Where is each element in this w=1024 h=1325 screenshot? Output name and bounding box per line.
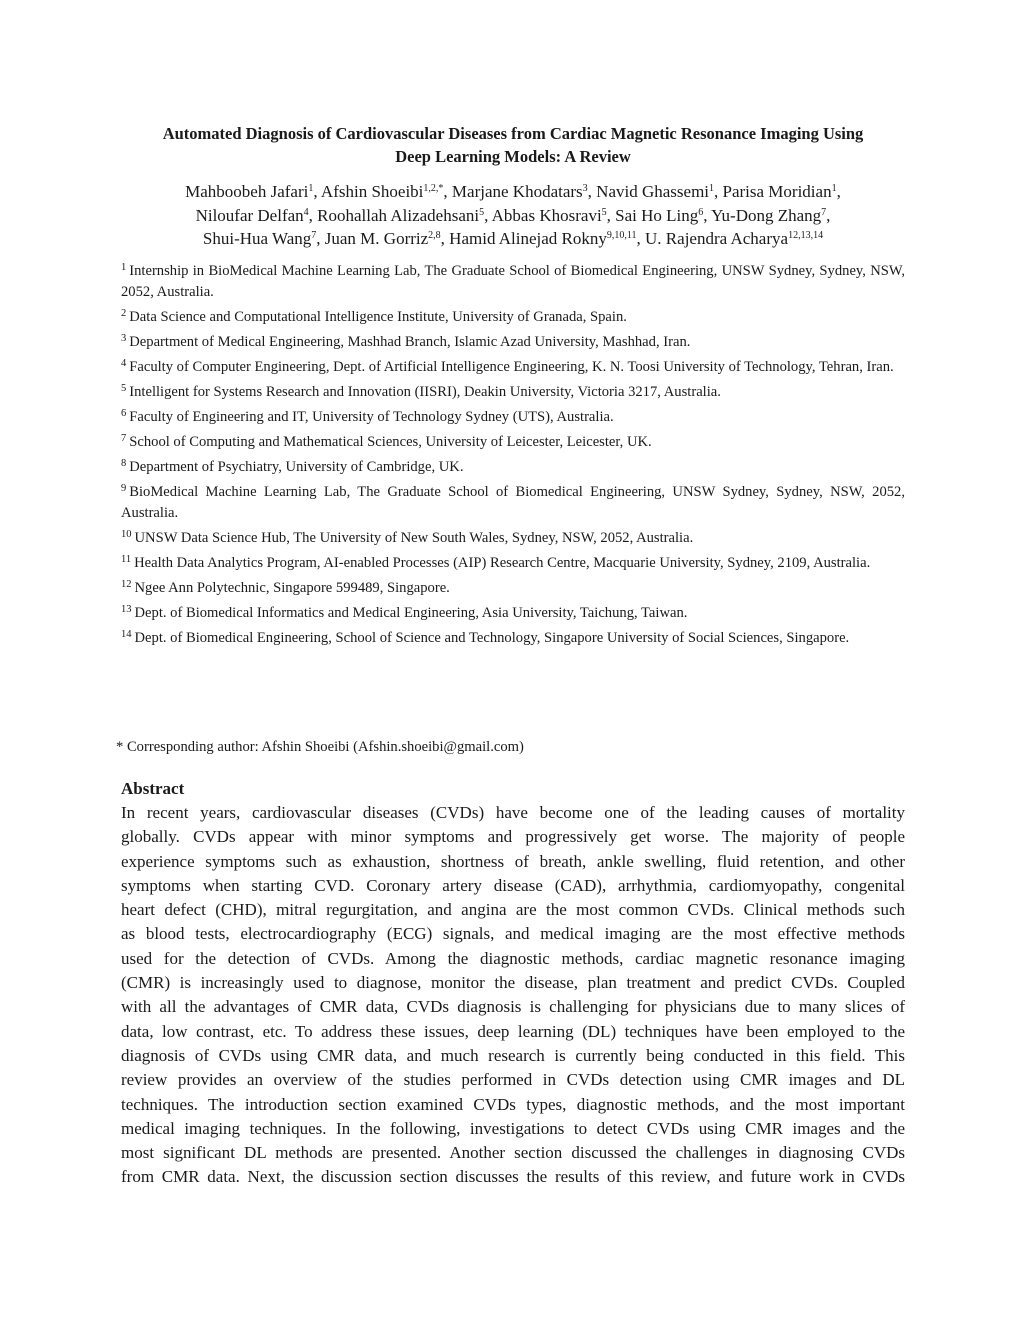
abstract-line: experience symptoms such as exhaustion, shortness of breath, ankle swelling, fluid retention, and other	[121, 851, 905, 871]
abstract-line: globally. CVDs appear with minor symptoms and progressively get worse. The majority of people	[121, 827, 905, 847]
author-name: Afshin Shoeibi	[320, 182, 424, 201]
affiliation-item	[121, 553, 905, 574]
author-name: Roohallah Alizadehsani	[317, 205, 480, 225]
corresponding-author-note: * Corresponding author: Afshin Shoeibi (Afshin.shoeibi@gmail.com)	[116, 739, 524, 755]
affiliation-text: Ngee Ann Polytechnic, Singapore 599489, Singapore.	[134, 580, 450, 596]
author-affil-sup: 5	[601, 206, 607, 218]
affiliation-item	[121, 357, 905, 378]
affiliation-item	[121, 578, 905, 599]
author-name: Abbas Khosravi	[491, 205, 602, 225]
affiliation-number: 14	[121, 629, 132, 640]
affiliation-number: 6	[121, 408, 127, 419]
author-affil-sup: 1,2,*	[423, 183, 444, 194]
author-affil-sup: 4	[303, 206, 309, 218]
affiliation-number: 13	[121, 604, 132, 615]
paper-title	[121, 122, 905, 168]
affiliation-item	[121, 528, 905, 549]
affiliation-number: 10	[121, 529, 132, 540]
affiliation-item	[121, 332, 905, 353]
affiliation-number: 3	[121, 333, 127, 344]
affiliation-number: 12	[121, 579, 132, 590]
affiliation-item	[121, 382, 905, 403]
affiliation-text: Department of Psychiatry, University of Cambridge, UK.	[129, 459, 464, 475]
affiliation-text: Dept. of Biomedical Informatics and Medical Engineering, Asia University, Taichung, Taiwan.	[134, 605, 688, 621]
affiliation-item	[121, 482, 905, 524]
author-line-3: Shui-Hua Wang$^7$, Juan M. Gorriz$^{2,8}$, Hamid Alinejad Rokny$^{9,10,11}$, U. Rajendra Acharya$^{12,13,14}$	[202, 229, 824, 248]
affiliation-text: Intelligent for Systems Research and Innovation (IISRI), Deakin University, Victoria 3217, Australia.	[129, 384, 721, 400]
affiliation-text: Faculty of Computer Engineering, Dept. of Artificial Intelligence Engineering, K. N. Toosi University of Technology, Tehran, Iran.	[129, 359, 894, 375]
author-name: Yu-Dong Zhang	[711, 205, 822, 225]
author-affil-sup: 9,10,11	[606, 230, 637, 241]
author-name: Parisa Moridian	[722, 182, 832, 201]
affiliation-item	[121, 261, 905, 303]
author-list	[121, 180, 905, 251]
affiliation-text: School of Computing and Mathematical Sciences, University of Leicester, Leicester, UK.	[129, 434, 652, 450]
title-line-2: Deep Learning Models: A Review	[395, 147, 631, 166]
title-line-1: Automated Diagnosis of Cardiovascular Diseases from Cardiac Magnetic Resonance Imaging Using	[162, 124, 864, 143]
abstract-line: review provides an overview of the studies performed in CVDs detection using CMR images and DL	[121, 1070, 905, 1090]
affiliation-item	[121, 603, 905, 624]
affiliation-text: Faculty of Engineering and IT, University of Technology Sydney (UTS), Australia.	[129, 409, 614, 425]
affiliation-item	[121, 407, 905, 428]
author-affil-sup: 2,8	[428, 230, 441, 241]
affiliation-number: 5	[121, 383, 127, 394]
author-affil-sup: 12,13,14	[788, 230, 824, 241]
author-name: Marjane Khodatars	[451, 182, 583, 201]
affiliation-number: 7	[121, 433, 127, 444]
affiliation-text: Internship in BioMedical Machine Learning Lab, The Graduate School of Biomedical Engineering, UNSW Sydney, Sydney, NSW, 2052, Australia.	[121, 263, 905, 300]
abstract-heading: Abstract	[121, 779, 185, 798]
abstract-line: from CMR data. Next, the discussion section discusses the results of this review, and future work in CVDs	[121, 1167, 905, 1187]
author-name: U. Rajendra Acharya	[645, 229, 789, 248]
author-name: Sai Ho Ling	[615, 205, 699, 225]
abstract-line: symptoms when starting CVD. Coronary artery disease (CAD), arrhythmia, cardiomyopathy, congenital	[121, 875, 905, 895]
affiliation-number: 1	[121, 262, 127, 273]
affiliation-item	[121, 457, 905, 478]
abstract-line: most significant DL methods are presented. Another section discussed the challenges in diagnosing CVDs	[121, 1143, 905, 1163]
affiliation-text: Department of Medical Engineering, Mashhad Branch, Islamic Azad University, Mashhad, Iran.	[129, 334, 691, 350]
author-affil-sup: 5	[479, 206, 485, 218]
author-affil-sup: 3	[582, 183, 588, 194]
abstract-line: medical imaging techniques. In the following, investigations to detect CVDs using CMR images and the	[121, 1118, 905, 1138]
author-affil-sup: 1	[308, 183, 314, 194]
abstract-line: data, low contrast, etc. To address these issues, deep learning (DL) techniques have been employed to the	[121, 1021, 905, 1041]
author-name: Hamid Alinejad Rokny	[449, 229, 607, 248]
affiliation-number: 2	[121, 308, 127, 319]
affiliation-number: 8	[121, 458, 127, 469]
author-line-1: Mahboobeh Jafari$^1$, Afshin Shoeibi$^{1,2,*}$, Marjane Khodatars$^3$, Navid Ghassemi$^1$, Parisa Moridian$^1$,	[185, 182, 841, 201]
affiliation-text: BioMedical Machine Learning Lab, The Graduate School of Biomedical Engineering, UNSW Sydney, Sydney, NSW, 2052, Australia.	[121, 484, 905, 521]
affiliation-text: Health Data Analytics Program, AI-enabled Processes (AIP) Research Centre, Macquarie University, Sydney, 2109, Australia.	[134, 555, 871, 571]
affiliation-text: Data Science and Computational Intelligence Institute, University of Granada, Spain.	[129, 309, 627, 325]
author-affil-sup: 7	[821, 206, 827, 218]
abstract-line: used for the detection of CVDs. Among the diagnostic methods, cardiac magnetic resonance imaging	[121, 948, 905, 968]
author-affil-sup: 1	[709, 183, 715, 194]
author-name: Shui-Hua Wang	[202, 229, 312, 248]
author-affil-sup: 7	[311, 230, 317, 241]
author-name: Mahboobeh Jafari	[185, 182, 309, 201]
abstract-line: techniques. The introduction section examined CVDs types, diagnostic methods, and the most important	[121, 1094, 905, 1114]
affiliation-item	[121, 432, 905, 453]
author-affil-sup: 6	[698, 206, 704, 218]
affiliation-text: Dept. of Biomedical Engineering, School of Science and Technology, Singapore University of Social Sciences, Singapore.	[134, 630, 850, 646]
abstract-body	[121, 801, 905, 1190]
author-name: Navid Ghassemi	[596, 182, 710, 201]
affiliation-number: 4	[121, 358, 127, 369]
abstract-line: heart defect (CHD), mitral regurgitation, and angina are the most common CVDs. Clinical methods such	[121, 900, 905, 920]
abstract-line: (CMR) is increasingly used to diagnose, monitor the disease, plan treatment and predict CVDs. Coupled	[121, 973, 905, 993]
affiliation-number: 9	[121, 483, 127, 494]
affiliation-item	[121, 307, 905, 328]
abstract-line: with all the advantages of CMR data, CVDs diagnosis is challenging for physicians due to many slices of	[121, 997, 905, 1017]
abstract-line: In recent years, cardiovascular diseases (CVDs) have become one of the leading causes of mortality	[121, 803, 905, 822]
author-line-2: Niloufar Delfan$^4$, Roohallah Alizadehsani$^5$, Abbas Khosravi$^5$, Sai Ho Ling$^6$, Yu-Dong Zhang$^7$,	[195, 205, 831, 225]
affiliation-number: 11	[121, 554, 132, 565]
abstract-line: diagnosis of CVDs using CMR data, and much research is currently being conducted in this field. This	[121, 1045, 905, 1065]
author-name: Niloufar Delfan	[195, 205, 304, 225]
affiliation-list	[121, 261, 905, 653]
author-affil-sup: 1	[831, 183, 837, 194]
affiliation-text: UNSW Data Science Hub, The University of New South Wales, Sydney, NSW, 2052, Australia.	[134, 530, 694, 546]
affiliation-item	[121, 628, 905, 649]
abstract-line: as blood tests, electrocardiography (ECG) signals, and medical imaging are the most effective methods	[121, 924, 905, 944]
author-name: Juan M. Gorriz	[324, 229, 429, 248]
